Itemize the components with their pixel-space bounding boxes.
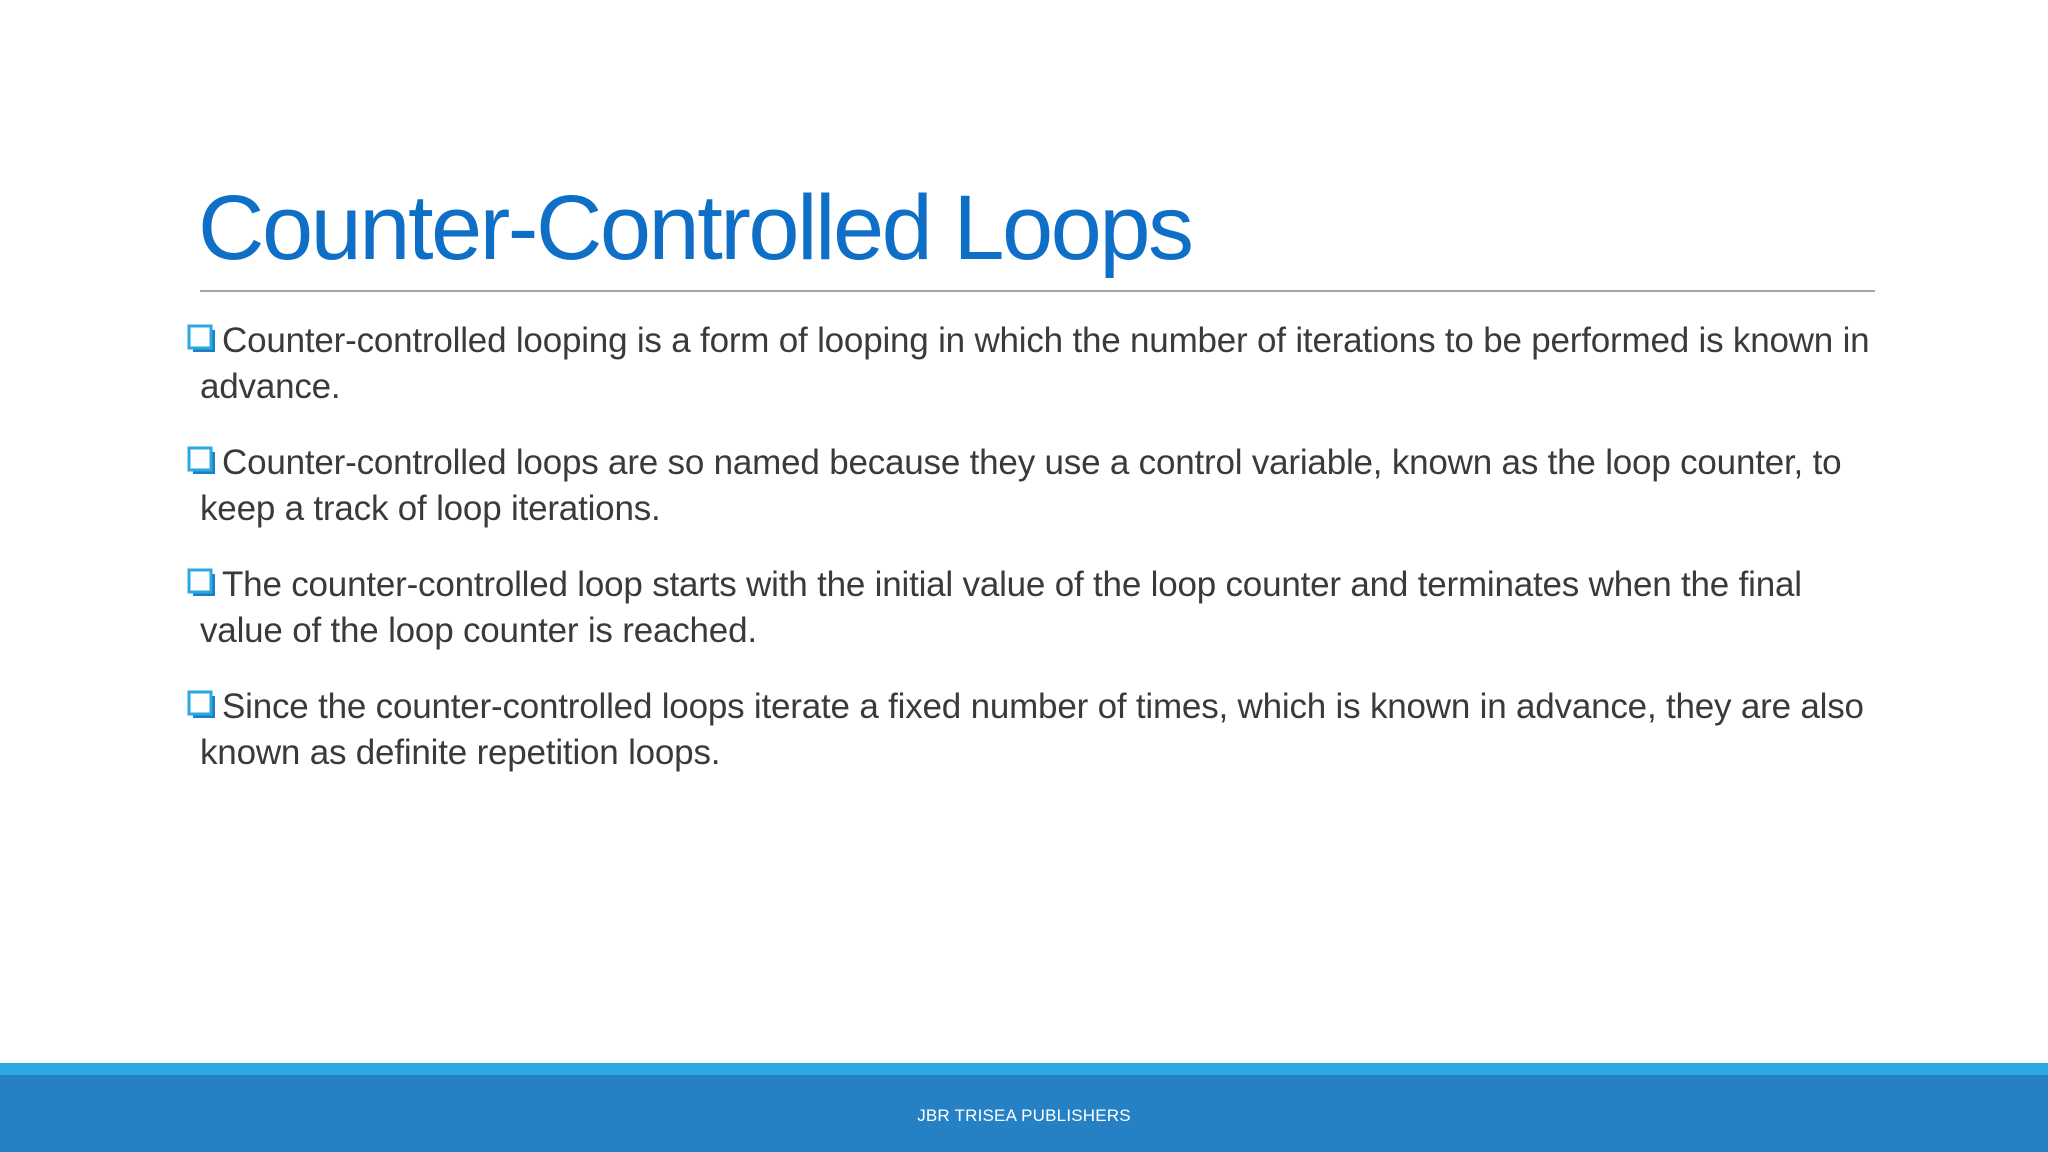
bullet-list bbox=[186, 318, 1876, 806]
square-checkbox-bullet-icon bbox=[186, 686, 222, 730]
bullet-text: Since the counter-controlled loops iterate a fixed number of times, which is known in advance, they are also known as definite repetition loops. bbox=[200, 687, 1864, 772]
bullet-item bbox=[186, 562, 1876, 654]
bullet-text: Counter-controlled looping is a form of looping in which the number of iterations to be performed is known in advance. bbox=[200, 321, 1870, 406]
square-checkbox-bullet-icon bbox=[186, 442, 222, 486]
title-divider bbox=[200, 290, 1875, 292]
bullet-text: Counter-controlled loops are so named because they use a control variable, known as the loop counter, to keep a track of loop iterations. bbox=[200, 443, 1842, 528]
slide-title: Counter-Controlled Loops bbox=[198, 177, 1192, 279]
bullet-item bbox=[186, 318, 1876, 410]
square-checkbox-bullet-icon bbox=[186, 564, 222, 608]
footer-publisher: JBR TRISEA PUBLISHERS bbox=[917, 1106, 1131, 1125]
bullet-item bbox=[186, 684, 1876, 776]
bullet-text: The counter-controlled loop starts with the initial value of the loop counter and terminates when the final value of the loop counter is reached. bbox=[200, 565, 1802, 650]
bullet-item bbox=[186, 440, 1876, 532]
footer-accent-stripe bbox=[0, 1063, 2048, 1075]
square-checkbox-bullet-icon bbox=[186, 320, 222, 364]
